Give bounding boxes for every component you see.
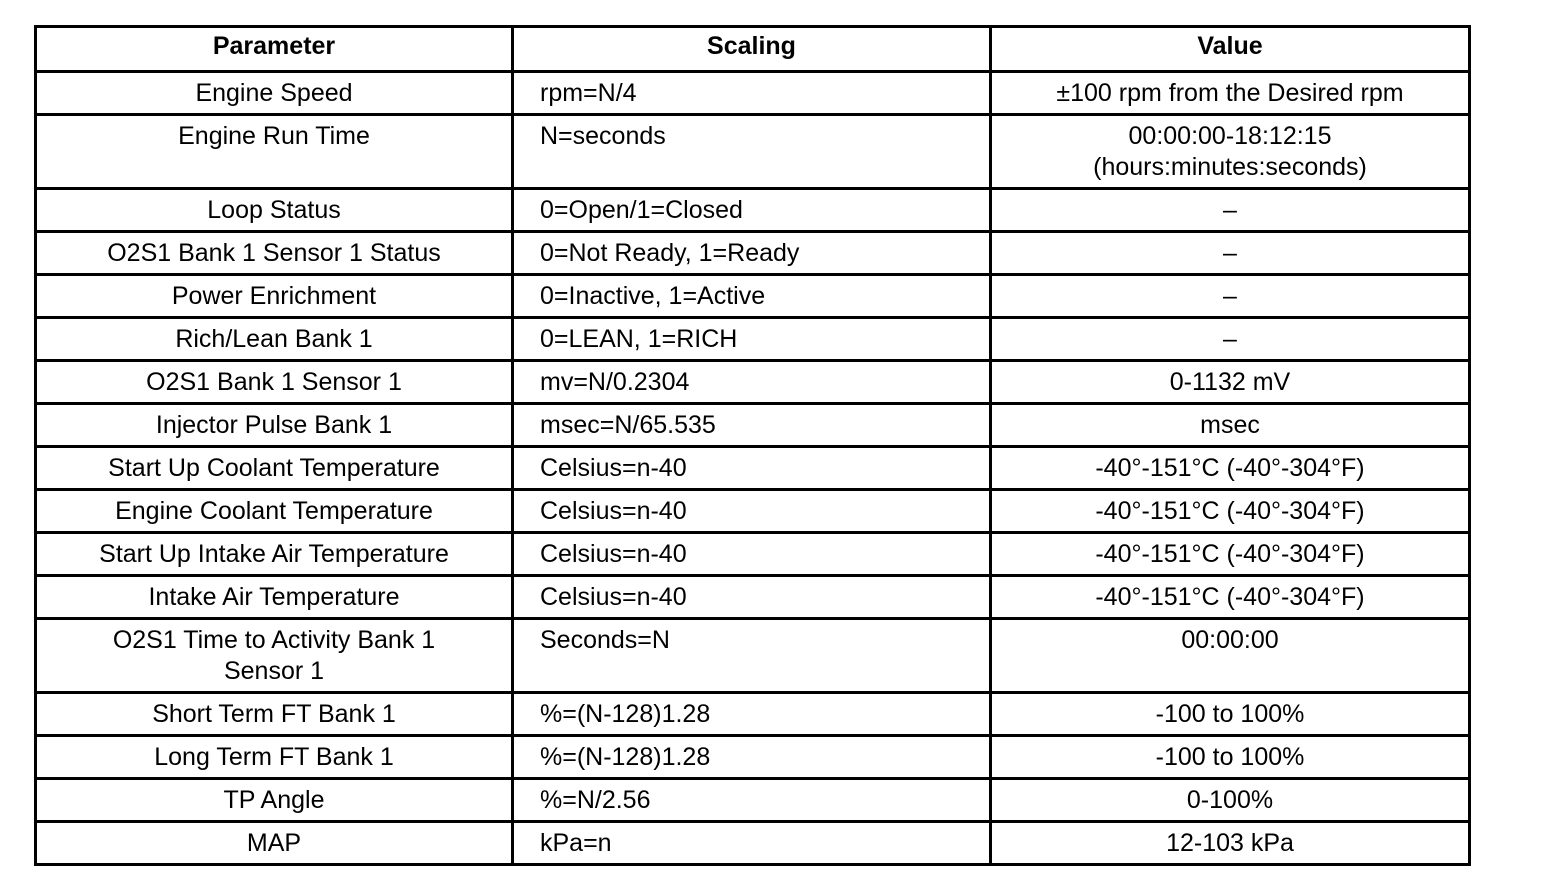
parameter-cell: [36, 736, 513, 779]
parameter-text: Engine Coolant Temperature: [115, 497, 433, 525]
parameter-cell: [36, 189, 513, 232]
parameter-text: Intake Air Temperature: [148, 583, 400, 611]
table-row: [36, 447, 1470, 490]
scaling-cell: rpm=N/4: [513, 72, 991, 115]
column-header-parameter: Parameter: [36, 27, 513, 72]
scaling-cell: %=(N-128)1.28: [513, 693, 991, 736]
value-text: msec: [1200, 411, 1260, 439]
table-row: [36, 822, 1470, 865]
value-cell: [991, 533, 1470, 576]
parameter-text: Loop Status: [207, 196, 341, 224]
parameter-text: Short Term FT Bank 1: [152, 700, 396, 728]
parameter-text: Start Up Coolant Temperature: [108, 454, 440, 482]
scaling-cell: 0=Not Ready, 1=Ready: [513, 232, 991, 275]
value-text: –: [1223, 325, 1237, 353]
scaling-cell: N=seconds: [513, 115, 991, 189]
parameter-cell: [36, 533, 513, 576]
header-row: [36, 27, 1470, 72]
parameter-text: Injector Pulse Bank 1: [155, 411, 393, 439]
scaling-cell: %=(N-128)1.28: [513, 736, 991, 779]
table-row: [36, 490, 1470, 533]
parameter-text: Rich/Lean Bank 1: [175, 325, 373, 353]
parameter-text: Power Enrichment: [171, 282, 377, 310]
parameter-cell: [36, 275, 513, 318]
parameter-text: O2S1 Time to Activity Bank 1: [112, 626, 436, 654]
scaling-cell: Celsius=n-40: [513, 533, 991, 576]
table-row: [36, 189, 1470, 232]
value-cell: [991, 72, 1470, 115]
parameter-cell: [36, 619, 513, 693]
scaling-cell: msec=N/65.535: [513, 404, 991, 447]
parameter-cell: [36, 576, 513, 619]
value-cell: [991, 232, 1470, 275]
parameter-text: Long Term FT Bank 1: [154, 743, 394, 771]
parameter-text: MAP: [246, 829, 302, 857]
column-header-value: Value: [991, 27, 1470, 72]
parameter-cell: [36, 693, 513, 736]
parameter-text: Engine Run Time: [178, 122, 370, 150]
parameter-text: O2S1 Bank 1 Sensor 1 Status: [107, 239, 441, 267]
value-cell: [991, 361, 1470, 404]
value-text: 00:00:00-18:12:15: [1128, 122, 1332, 150]
table-row: [36, 533, 1470, 576]
scaling-cell: Celsius=n-40: [513, 576, 991, 619]
scaling-cell: Celsius=n-40: [513, 447, 991, 490]
column-header-scaling: Scaling: [513, 27, 991, 72]
value-text: –: [1223, 282, 1237, 310]
value-text: 0-100%: [1186, 786, 1274, 814]
value-cell: [991, 779, 1470, 822]
scaling-cell: 0=Open/1=Closed: [513, 189, 991, 232]
parameter-cell: [36, 361, 513, 404]
table-row: [36, 693, 1470, 736]
value-text: –: [1223, 239, 1237, 267]
table-row: [36, 361, 1470, 404]
table-row: [36, 779, 1470, 822]
parameter-cell: [36, 490, 513, 533]
value-text: -40°-151°C (-40°-304°F): [1095, 583, 1365, 611]
value-text: ±100 rpm from the Desired rpm: [1056, 79, 1404, 107]
parameter-cell: [36, 232, 513, 275]
parameter-cell: [36, 318, 513, 361]
scaling-cell: Seconds=N: [513, 619, 991, 693]
scan-data-table-container: [34, 25, 1468, 866]
scaling-cell: Celsius=n-40: [513, 490, 991, 533]
value-text: -100 to 100%: [1155, 743, 1305, 771]
value-cell: [991, 318, 1470, 361]
table-body: [36, 72, 1470, 865]
parameter-text: Sensor 1: [223, 657, 325, 685]
value-cell: [991, 189, 1470, 232]
parameter-cell: [36, 822, 513, 865]
value-cell: [991, 447, 1470, 490]
parameter-text: Engine Speed: [195, 79, 353, 107]
parameter-cell: [36, 115, 513, 189]
value-cell: [991, 693, 1470, 736]
value-text: 12-103 kPa: [1166, 829, 1294, 857]
scaling-cell: 0=Inactive, 1=Active: [513, 275, 991, 318]
value-cell: [991, 115, 1470, 189]
table-row: [36, 232, 1470, 275]
parameter-cell: [36, 72, 513, 115]
table-row: [36, 736, 1470, 779]
value-text: -40°-151°C (-40°-304°F): [1095, 497, 1365, 525]
table-row: [36, 275, 1470, 318]
table-row: [36, 115, 1470, 189]
value-text: –: [1223, 196, 1237, 224]
value-cell: [991, 619, 1470, 693]
parameter-cell: [36, 447, 513, 490]
value-cell: [991, 490, 1470, 533]
table-row: [36, 619, 1470, 693]
parameter-text: O2S1 Bank 1 Sensor 1: [146, 368, 402, 396]
table-row: [36, 318, 1470, 361]
value-cell: [991, 576, 1470, 619]
scaling-cell: %=N/2.56: [513, 779, 991, 822]
parameter-cell: [36, 404, 513, 447]
table-row: [36, 576, 1470, 619]
value-text: -40°-151°C (-40°-304°F): [1095, 454, 1365, 482]
value-text: 0-1132 mV: [1169, 368, 1291, 396]
value-text: -40°-151°C (-40°-304°F): [1095, 540, 1365, 568]
scaling-cell: 0=LEAN, 1=RICH: [513, 318, 991, 361]
table-header: [36, 27, 1470, 72]
value-cell: [991, 736, 1470, 779]
parameter-text: Start Up Intake Air Temperature: [99, 540, 449, 568]
table-row: [36, 404, 1470, 447]
value-text: -100 to 100%: [1155, 700, 1305, 728]
scaling-cell: kPa=n: [513, 822, 991, 865]
parameter-cell: [36, 779, 513, 822]
value-cell: [991, 822, 1470, 865]
scaling-cell: mv=N/0.2304: [513, 361, 991, 404]
value-cell: [991, 275, 1470, 318]
value-text: 00:00:00: [1181, 626, 1279, 654]
value-text: (hours:minutes:seconds): [1093, 153, 1367, 181]
value-cell: [991, 404, 1470, 447]
scan-data-table: [34, 25, 1471, 866]
table-row: [36, 72, 1470, 115]
parameter-text: TP Angle: [223, 786, 325, 814]
